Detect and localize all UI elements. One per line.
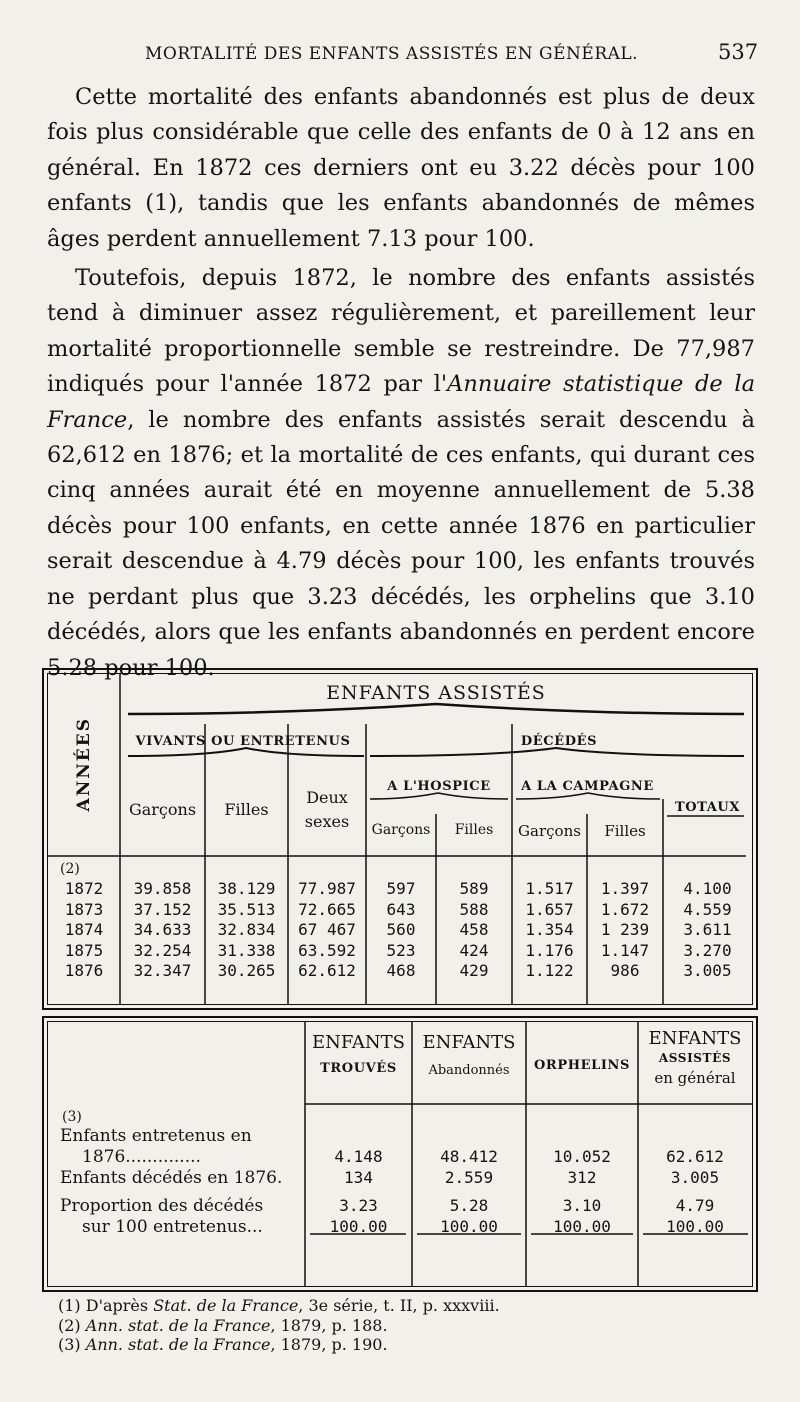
cell: 63.592 — [298, 940, 356, 960]
cell: 589 — [459, 879, 489, 898]
cell: 30.265 — [217, 961, 276, 980]
row1-label-a: Enfants entretenus en — [60, 1126, 252, 1146]
campagne-filles-header: Filles — [604, 822, 646, 840]
cell: 5.28 — [449, 1196, 489, 1215]
cell: 100.00 — [440, 1216, 498, 1236]
row1-label-b-wrap — [60, 1147, 300, 1168]
col1-header-line1: ENFANTS — [312, 1032, 405, 1053]
footnote-number: (1) — [58, 1296, 81, 1315]
vivants-garcons-header: Garçons — [128, 800, 197, 819]
col4-header-line2: ASSISTÉS — [658, 1051, 732, 1065]
cell: 32.254 — [133, 940, 192, 960]
cell: 523 — [386, 940, 416, 960]
cell: 1.176 — [525, 940, 574, 960]
cell: 3.23 — [339, 1196, 378, 1215]
col2-values — [412, 1147, 526, 1237]
col-vivants-filles — [205, 879, 288, 982]
cell: 62.612 — [298, 961, 356, 980]
cell: 35.513 — [217, 899, 276, 919]
row3-dots: ... — [246, 1217, 263, 1237]
hospice-garcons-header: Garçons — [371, 822, 431, 838]
running-title: MORTALITÉ DES ENFANTS ASSISTÉS EN GÉNÉRAL. — [145, 44, 639, 64]
cell: 312 — [567, 1167, 597, 1187]
body-text — [47, 80, 755, 686]
col4-values — [638, 1147, 752, 1237]
cell: 424 — [459, 940, 489, 960]
deux-sexes-header: Deux sexes — [304, 788, 350, 831]
years-label: ANNÉES — [74, 716, 94, 812]
cell: 72.665 — [298, 899, 356, 919]
note-2: (2) — [60, 861, 80, 877]
cell: 100.00 — [329, 1216, 388, 1236]
cell: 77.987 — [298, 879, 356, 898]
cell: 67 467 — [298, 920, 356, 939]
footnote-3 — [58, 1335, 758, 1355]
year-cell: 1874 — [64, 920, 104, 939]
table1-title: ENFANTS ASSISTÉS — [326, 682, 546, 704]
cell: 10.052 — [553, 1147, 611, 1166]
cell: 34.633 — [133, 920, 192, 939]
footnote-text: , 1879, p. 188. — [270, 1315, 388, 1335]
vivants-header: VIVANTS OU ENTRETENUS — [135, 734, 351, 749]
col2-header — [412, 1032, 526, 1078]
row-labels — [60, 1126, 300, 1238]
col3-header: ORPHELINS — [534, 1058, 630, 1073]
annuaire-title: Annuaire statistique de la France — [47, 371, 755, 433]
cell: 560 — [386, 920, 416, 939]
col3-values — [526, 1147, 638, 1237]
cell: 62.612 — [666, 1147, 724, 1166]
cell: 39.858 — [133, 879, 192, 898]
cell: 643 — [386, 899, 416, 919]
cell: 31.338 — [217, 940, 276, 960]
footnote-text: D'après — [85, 1296, 154, 1315]
col4-header-line1: ENFANTS — [648, 1028, 742, 1049]
row3-label-b-wrap — [60, 1217, 300, 1238]
col-hospice-filles — [436, 879, 512, 982]
totaux-header: TOTAUX — [674, 800, 741, 815]
cell: 3.10 — [562, 1196, 602, 1215]
row1-label-b: 1876 — [82, 1147, 126, 1167]
footnote-text: , 1879, p. 190. — [270, 1335, 388, 1354]
cell: 1 239 — [600, 920, 650, 939]
year-cell: 1875 — [64, 940, 104, 960]
col4-header-line3: en général — [654, 1069, 736, 1087]
cell: 1.672 — [600, 899, 650, 919]
hospice-filles-header: Filles — [454, 822, 494, 838]
table-enfants-assistes — [42, 668, 758, 1010]
col-vivants-garcons — [120, 879, 205, 982]
paragraph-2-start: Toutefois, depuis 1872, le nombre des enfants assistés tend à diminuer assez régulièrement, et pareillement leur mortalité proportionnelle semble se restreindre. De 77,987 indiqués pour l'année 1872 par l' — [47, 265, 755, 398]
col-campagne-filles — [587, 879, 663, 982]
vivants-filles-header: Filles — [224, 800, 269, 819]
footnote-text: , 3e série, t. II, p. xxxviii. — [298, 1296, 500, 1315]
col-hospice-garcons — [366, 879, 436, 982]
cell: 1.354 — [525, 920, 574, 939]
col-year — [48, 879, 120, 982]
year-cell: 1876 — [64, 961, 104, 980]
hospice-header: A L'HOSPICE — [387, 779, 491, 794]
footnotes — [58, 1296, 758, 1355]
row3-label-a: Proportion des décédés — [60, 1196, 264, 1216]
cell: 588 — [459, 899, 489, 919]
col4-header — [638, 1028, 752, 1087]
cell: 1.397 — [600, 879, 650, 898]
col-campagne-garcons — [512, 879, 587, 982]
cell: 4.100 — [683, 879, 732, 898]
col1-header-line2: TROUVÉS — [320, 1061, 397, 1076]
footnote-source: Stat. de la France — [153, 1296, 299, 1315]
cell: 3.005 — [683, 961, 732, 980]
col2-header-line1: ENFANTS — [422, 1032, 516, 1053]
running-head — [0, 38, 800, 72]
footnote-number: (3) — [58, 1335, 81, 1354]
cell: 32.347 — [133, 961, 192, 980]
footnote-number: (2) — [58, 1315, 81, 1335]
cell: 38.129 — [217, 879, 276, 898]
col1-header — [305, 1032, 412, 1076]
col1-values — [305, 1147, 412, 1237]
cell: 468 — [386, 961, 416, 980]
row3-label-b: sur 100 entretenus — [82, 1217, 247, 1237]
paragraph-2-end: , le nombre des enfants assistés serait descendu à 62,612 en 1876; et la mortalité de ces enfants, qui durant ces cinq années aurait été en moyenne annuellement de 5.38 décès pour 100 enfants, en cette année 1876 en particulier serait descendue à 4.79 décès pour 100, les enfants trouvés ne perdant plus que 3.23 décédés, les orphelins que 3.10 décédés, alors que les enfants abandonnés en perdent encore 5.28 pour 100. — [47, 406, 755, 681]
cell: 597 — [386, 879, 416, 898]
cell: 4.559 — [683, 899, 732, 919]
footnote-source: Ann. stat. de la France — [85, 1315, 271, 1335]
cell: 458 — [459, 920, 489, 939]
footnote-2 — [58, 1316, 758, 1336]
page-number: 537 — [718, 40, 759, 64]
cell: 1.122 — [525, 961, 574, 980]
year-cell: 1873 — [64, 899, 104, 919]
cell: 100.00 — [553, 1216, 611, 1236]
decedes-header: DÉCÉDÉS — [520, 734, 598, 749]
cell: 986 — [610, 961, 640, 980]
cell: 37.152 — [133, 899, 192, 919]
col-totaux — [663, 879, 752, 982]
cell: 32.834 — [217, 920, 276, 939]
paragraph-1: Cette mortalité des enfants abandonnés est plus de deux fois plus considérable que celle des enfants de 0 à 12 ans en général. En 1872 ces derniers ont eu 3.22 décès pour 100 enfants (1), tandis que les enfants abandonnés de mêmes âges perdent annuellement 7.13 pour 100. — [47, 84, 755, 252]
campagne-header: A LA CAMPAGNE — [521, 779, 654, 794]
campagne-garcons-header: Garçons — [518, 822, 581, 840]
col-deux-sexes — [288, 879, 366, 982]
cell: 1.517 — [525, 879, 574, 898]
cell: 429 — [459, 961, 489, 980]
year-cell: 1872 — [64, 879, 104, 898]
cell: 1.147 — [600, 940, 650, 960]
cell: 2.559 — [444, 1167, 494, 1187]
cell: 3.611 — [683, 920, 732, 939]
cell: 100.00 — [666, 1216, 724, 1236]
footnote-1 — [58, 1296, 758, 1316]
cell: 4.148 — [334, 1147, 383, 1166]
col2-header-line2: Abandonnés — [428, 1063, 510, 1078]
table-summary-1876 — [42, 1016, 758, 1292]
cell: 48.412 — [440, 1147, 498, 1166]
row1-dots: .............. — [125, 1147, 201, 1167]
cell: 134 — [344, 1167, 373, 1187]
footnote-source: Ann. stat. de la France — [85, 1335, 271, 1354]
cell: 1.657 — [525, 899, 574, 919]
row2-label: Enfants décédés en 1876. — [60, 1168, 283, 1188]
paragraph-2 — [47, 261, 755, 686]
cell: 3.270 — [683, 940, 732, 960]
note-3: (3) — [62, 1109, 82, 1125]
cell: 3.005 — [670, 1167, 720, 1187]
cell: 4.79 — [675, 1196, 715, 1215]
